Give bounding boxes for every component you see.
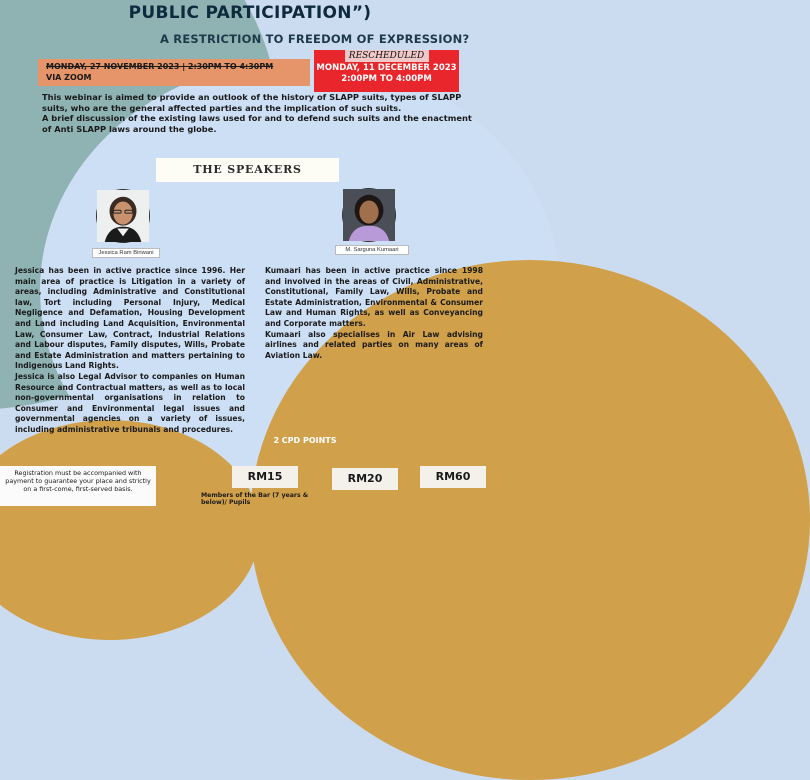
speaker-name-right: M. Sarguna Kumaari xyxy=(335,245,409,255)
bio-paragraph: Kumaari has been in active practice since 1998 and involved in the areas of Civil, Administrative, Constitutional, Family Law, Wills, Probate and Estate Administration, Environmental & Consumer Law and Human Rights, as well as Conveyancing and Corporate matters. xyxy=(265,266,483,328)
speaker-bio-right xyxy=(265,266,483,361)
rescheduled-tag: RESCHEDULED xyxy=(345,50,429,62)
speakers-heading: THE SPEAKERS xyxy=(156,158,339,182)
person-photo-icon xyxy=(97,190,149,242)
bio-paragraph: Kumaari also specialises in Air Law advising airlines and related parties on many areas of Aviation Law. xyxy=(265,329,483,360)
poster xyxy=(0,0,500,506)
original-date-banner xyxy=(38,59,310,86)
price-badge: RM15 xyxy=(232,466,298,488)
registration-note: Registration must be accompanied with payment to guarantee your place and strictly on a first-come, first-served basis. xyxy=(0,466,156,506)
bio-paragraph: Jessica is also Legal Advisor to companies on Human Resource and Contractual matters, as well as to local non-governmental organisations in relation to Consumer and Environmental legal issues and governmental agencies on a variety of issues, including administrative tribunals and procedures. xyxy=(15,371,245,434)
bio-paragraph: Jessica has been in active practice since 1996. Her main area of practice is Litigation in a variety of areas, including Administrative and Constitutional law, Tort including Personal Injury, Medical Negligence and Defamation, Housing Development and Land including Land Acquisition, Environmental Law, Consumer Law, Contract, Industrial Relations and Labour disputes, Family disputes, Wills, Probate and Estate Administration and matters pertaining to Indigenous Land Rights. xyxy=(15,266,245,371)
speaker-bio-left xyxy=(15,266,245,436)
new-date: MONDAY, 11 DECEMBER 2023 xyxy=(316,63,457,73)
speaker-photo-right xyxy=(342,188,396,242)
speaker-photo-left xyxy=(96,189,150,243)
person-photo-icon xyxy=(343,189,395,241)
poster-subtitle: A RESTRICTION TO FREEDOM OF EXPRESSION? xyxy=(160,32,470,46)
original-date: MONDAY, 27 NOVEMBER 2023 | 2:30PM TO 4:30PM xyxy=(46,62,274,71)
members-label: Members of the Bar (7 years & below)/ Pupils xyxy=(201,492,309,506)
price-badge: RM60 xyxy=(420,466,486,488)
cpd-points: 2 CPD POINTS xyxy=(273,436,337,445)
webinar-description xyxy=(42,92,472,134)
poster-title: PUBLIC PARTICIPATION”) xyxy=(128,3,372,23)
description-paragraph: This webinar is aimed to provide an outlook of the history of SLAPP suits, types of SLAPP suits, who are the general affected parties and the implication of such suits. xyxy=(42,92,462,113)
rescheduled-banner xyxy=(314,50,459,92)
speaker-name-left: Jessica Ram Binwani xyxy=(92,248,160,258)
platform-label: VIA ZOOM xyxy=(46,73,92,82)
description-paragraph: A brief discussion of the existing laws used for and to defend such suits and the enactment of Anti SLAPP laws around the globe. xyxy=(42,113,472,134)
new-time: 2:00PM TO 4:00PM xyxy=(341,74,432,84)
price-badge: RM20 xyxy=(332,468,398,490)
